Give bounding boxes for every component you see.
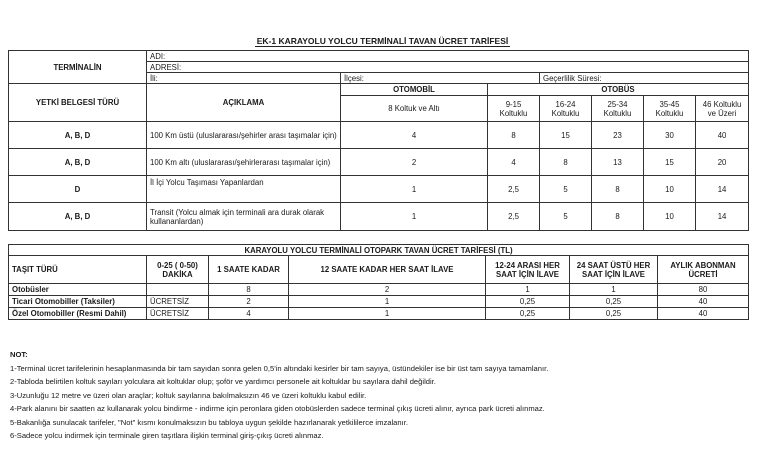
- row-aciklama: Transit (Yolcu almak için terminali ara durak olarak kullananlardan): [147, 203, 341, 231]
- note-item: 3-Uzunluğu 12 metre ve üzeri olan araçlar; koltuk sayılarına bakılmaksızın 46 ve üzeri koltuklu kabul edilir.: [10, 390, 367, 400]
- parking-row-saat1: 4: [209, 308, 289, 320]
- row-otobus-value: 8: [592, 176, 644, 203]
- parking-header-saat12: 12 SAATE KADAR HER SAAT İLAVE: [289, 256, 486, 284]
- parking-header-dakika: 0-25 ( 0-50) DAKİKA: [147, 256, 209, 284]
- header-aciklama: AÇIKLAMA: [147, 84, 341, 122]
- parking-row-tasit: Özel Otomobiller (Resmi Dahil): [9, 308, 147, 320]
- parking-row-saat12: 1: [289, 296, 486, 308]
- row-otomobil: 1: [341, 203, 488, 231]
- row-otomobil: 4: [341, 122, 488, 149]
- parking-row-12-24: 0,25: [486, 296, 570, 308]
- table-row: [9, 203, 749, 231]
- row-otobus-value: 40: [696, 122, 749, 149]
- row-otobus-value: 5: [540, 203, 592, 231]
- notes-heading: NOT:: [10, 350, 28, 359]
- otobus-col-16-24: 16-24 Koltuklu: [540, 96, 592, 122]
- parking-header-12-24: 12-24 ARASI HER SAAT İÇİN İLAVE: [486, 256, 570, 284]
- note-item: 6-Sadece yolcu indirmek için terminale giren taşıtlara ilişkin terminal giriş-çıkış ücreti alınmaz.: [10, 431, 324, 440]
- parking-row-24-plus: 0,25: [570, 308, 658, 320]
- parking-row-saat12: 1: [289, 308, 486, 320]
- row-otobus-value: 8: [540, 149, 592, 176]
- otobus-col-46-plus: 46 Koltuklu ve Üzeri: [696, 96, 749, 122]
- parking-row-aylik: 80: [658, 284, 749, 296]
- row-otobus-value: 4: [488, 149, 540, 176]
- parking-row-12-24: 0,25: [486, 308, 570, 320]
- parking-header-aylik: AYLIK ABONMAN ÜCRETİ: [658, 256, 749, 284]
- document-title: EK-1 KARAYOLU YOLCU TERMİNALİ TAVAN ÜCRET TARİFESİ: [256, 36, 509, 46]
- row-otobus-value: 15: [644, 149, 696, 176]
- row-otobus-value: 10: [644, 176, 696, 203]
- otobus-col-9-15: 9-15 Koltuklu: [488, 96, 540, 122]
- table-row: [9, 149, 749, 176]
- note-item: 2-Tabloda belirtilen koltuk sayıları yolculara ait koltuklar olup; şoför ve yardımcı personele ait koltuklar bu sayılara dahil değildir.: [10, 377, 436, 386]
- row-otobus-value: 5: [540, 176, 592, 203]
- validity-period-field: Geçerlilik Süresi:: [540, 73, 749, 84]
- row-yetki: A, B, D: [9, 203, 147, 231]
- parking-row-12-24: 1: [486, 284, 570, 296]
- terminal-label: TERMİNALİN: [9, 51, 147, 84]
- header-otomobil: OTOMOBİL: [341, 84, 488, 96]
- parking-row-dakika: ÜCRETSİZ: [147, 296, 209, 308]
- row-otobus-value: 30: [644, 122, 696, 149]
- parking-row-24-plus: 0,25: [570, 296, 658, 308]
- header-otobus: OTOBÜS: [488, 84, 749, 96]
- row-otobus-value: 20: [696, 149, 749, 176]
- parking-row-24-plus: 1: [570, 284, 658, 296]
- parking-header-24-plus: 24 SAAT ÜSTÜ HER SAAT İÇİN İLAVE: [570, 256, 658, 284]
- parking-row-tasit: Otobüsler: [9, 284, 147, 296]
- parking-row-saat1: 2: [209, 296, 289, 308]
- terminal-district-field: İlçesi:: [341, 73, 540, 84]
- parking-header-tasit: TAŞIT TÜRÜ: [9, 256, 147, 284]
- row-otobus-value: 10: [644, 203, 696, 231]
- note-item: 1-Terminal ücret tarifelerinin hesaplanmasında bir tam sayıdan sonra gelen 0,5'in altındaki kesirler bir tam sayıya, üstündekiler ise bir üst tam sayıya tamamlanır.: [10, 363, 549, 373]
- notes-section: [10, 348, 755, 443]
- parking-row-dakika: [147, 284, 209, 296]
- parking-fare-table: [8, 244, 749, 320]
- otobus-col-35-45: 35-45 Koltuklu: [644, 96, 696, 122]
- row-otobus-value: 2,5: [488, 203, 540, 231]
- table-row: [9, 308, 749, 320]
- row-otobus-value: 8: [592, 203, 644, 231]
- parking-row-aylik: 40: [658, 308, 749, 320]
- row-aciklama: 100 Km altı (uluslararası/şehirlerarası taşımalar için): [147, 149, 341, 176]
- otobus-col-25-34: 25-34 Koltuklu: [592, 96, 644, 122]
- table-row: [9, 284, 749, 296]
- parking-row-saat12: 2: [289, 284, 486, 296]
- row-yetki: A, B, D: [9, 122, 147, 149]
- row-otobus-value: 14: [696, 176, 749, 203]
- row-otobus-value: 15: [540, 122, 592, 149]
- parking-table-title: KARAYOLU YOLCU TERMİNALİ OTOPARK TAVAN ÜCRET TARİFESİ (TL): [9, 245, 749, 256]
- row-aciklama: İl İçi Yolcu Taşıması Yapanlardan: [147, 176, 341, 203]
- parking-row-dakika: ÜCRETSİZ: [147, 308, 209, 320]
- parking-row-saat1: 8: [209, 284, 289, 296]
- row-otobus-value: 2,5: [488, 176, 540, 203]
- otomobil-subheader: 8 Koltuk ve Altı: [341, 96, 488, 122]
- row-aciklama: 100 Km üstü (uluslararası/şehirler arası taşımalar için): [147, 122, 341, 149]
- note-item: 4-Park alanını bir saatten az kullanarak yolcu bindirme - indirme için peronlara giden otobüslerden sadece terminal çıkış ücreti alınır, ayrıca park ücreti alınmaz.: [10, 404, 545, 413]
- row-yetki: D: [9, 176, 147, 203]
- row-otomobil: 1: [341, 176, 488, 203]
- table-row: [9, 122, 749, 149]
- row-otobus-value: 14: [696, 203, 749, 231]
- table-row: [9, 296, 749, 308]
- parking-row-aylik: 40: [658, 296, 749, 308]
- row-yetki: A, B, D: [9, 149, 147, 176]
- row-otobus-value: 13: [592, 149, 644, 176]
- row-otomobil: 2: [341, 149, 488, 176]
- table-row: [9, 176, 749, 203]
- note-item: 5-Bakanlığa sunulacak tarifeler, "Not" kısmı konulmaksızın bu tabloya uygun şekilde hazırlanarak yetkililerce imzalanır.: [10, 417, 408, 427]
- terminal-address-field: ADRESİ:: [147, 62, 749, 73]
- parking-header-saat1: 1 SAATE KADAR: [209, 256, 289, 284]
- terminal-fare-table: [8, 50, 749, 231]
- terminal-name-field: ADI:: [147, 51, 749, 62]
- row-otobus-value: 23: [592, 122, 644, 149]
- parking-row-tasit: Ticari Otomobiller (Taksiler): [9, 296, 147, 308]
- row-otobus-value: 8: [488, 122, 540, 149]
- terminal-province-field: İli:: [147, 73, 341, 84]
- header-yetki: YETKİ BELGESİ TÜRÜ: [9, 84, 147, 122]
